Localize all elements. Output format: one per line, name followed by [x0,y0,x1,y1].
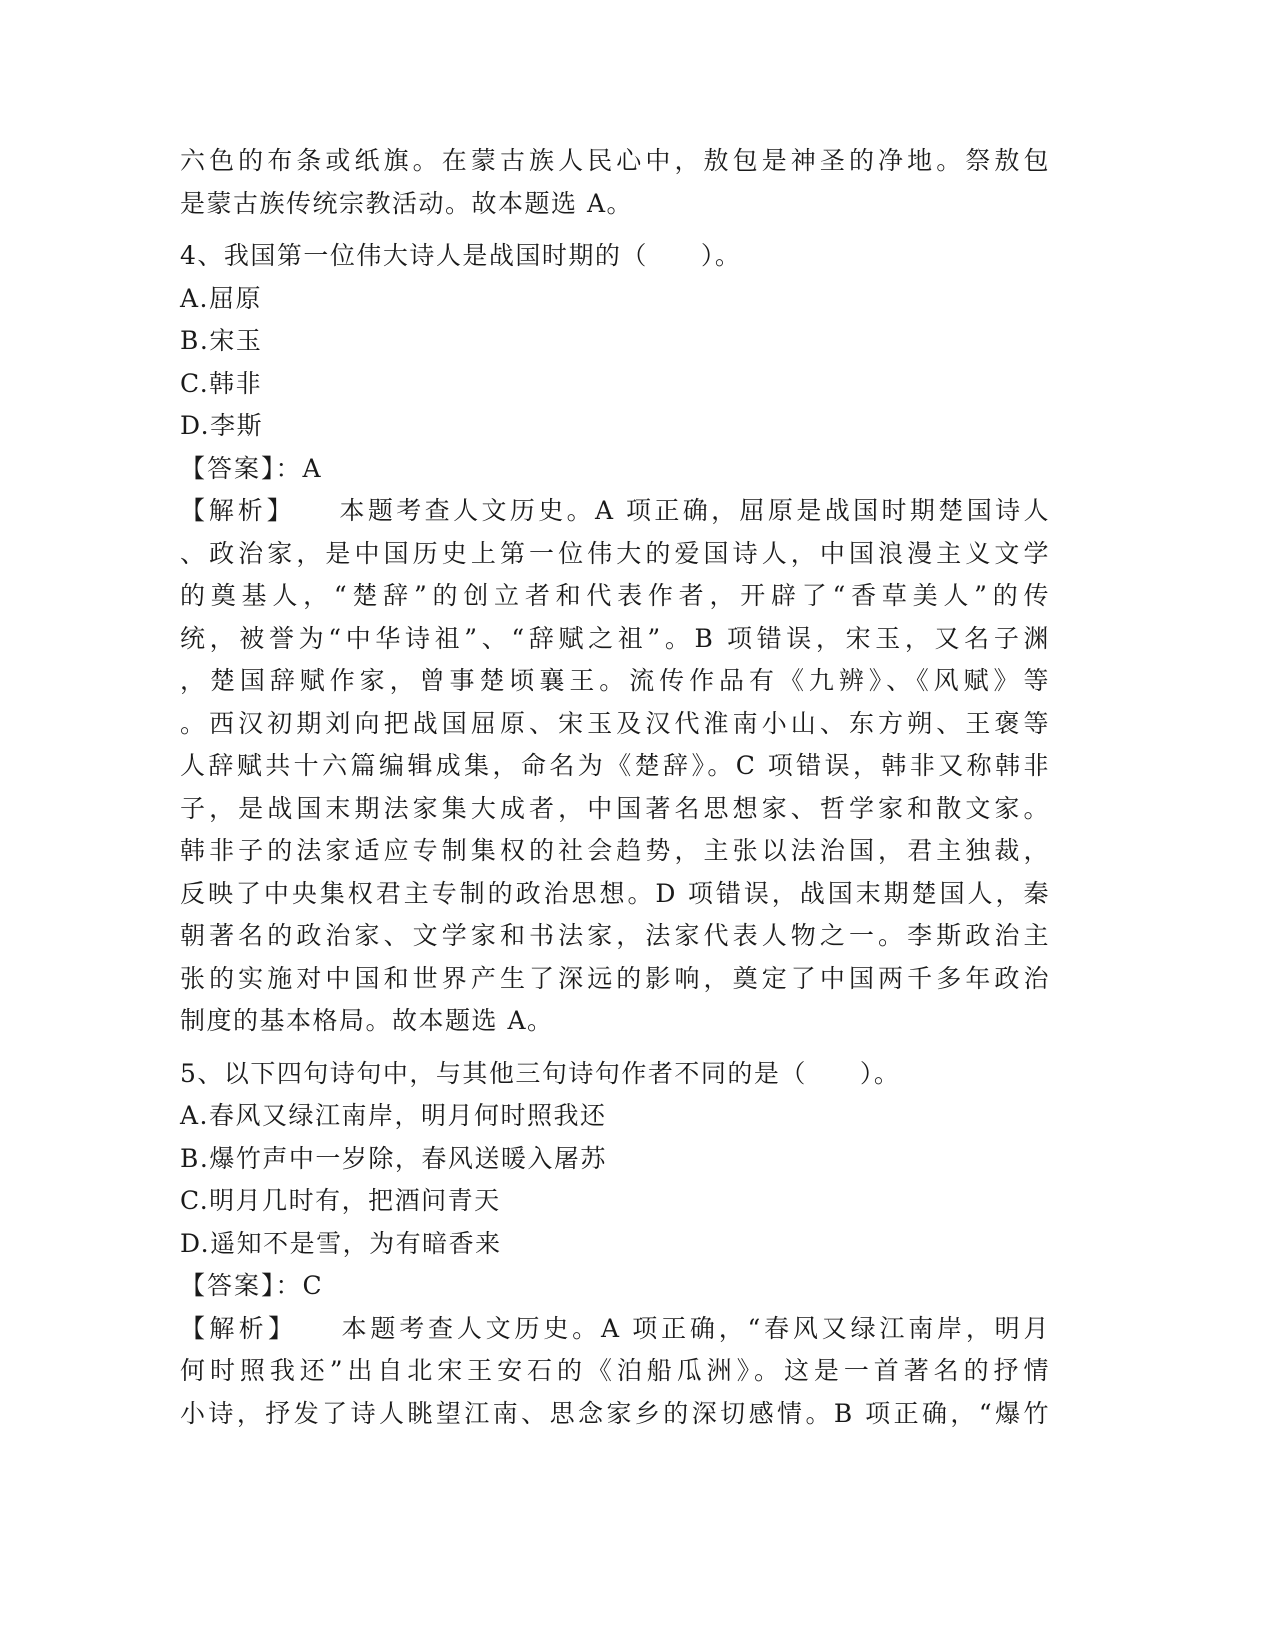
option-a: A.屈原 [180,283,263,313]
text-line: ，楚国辞赋作家，曾事楚顷襄王。流传作品有《九辨》、《风赋》等 [180,666,1050,695]
explanation-text: 本题考查人文历史。A 项正确，屈原是战国时期楚国诗人 [337,496,1050,525]
text-line: 子，是战国末期法家集大成者，中国著名思想家、哲学家和散文家。 [180,793,1050,823]
explanation-label: 【解析】 [180,496,296,525]
text-line: 统，被誉为“中华诗祖”、“辞赋之祖”。B 项错误，宋玉，又名子渊 [180,623,1050,653]
question-5-text: 5、以下四句诗句中，与其他三句诗句作者不同的是（ ）。 [180,1058,901,1088]
option-d: D.遥知不是雪，为有暗香来 [180,1228,502,1258]
text-line: 朝著名的政治家、文学家和书法家，法家代表人物之一。李斯政治主 [180,921,1050,950]
text-line: 是蒙古族传统宗教活动。故本题选 A。 [180,188,634,218]
explanation-first-line [180,490,1050,533]
answer-row [180,1265,1050,1308]
text-line: 小诗，抒发了诗人眺望江南、思念家乡的深切感情。B 项正确，“爆竹 [180,1398,1050,1428]
question-4-text: 4、我国第一位伟大诗人是战国时期的（ ）。 [180,241,742,270]
answer-label: 【答案】： [180,453,303,483]
text-line: 人辞赋共十六篇编辑成集，命名为《楚辞》。C 项错误，韩非又称韩非 [180,751,1050,780]
text-line: 六色的布条或纸旗。在蒙古族人民心中，敖包是神圣的净地。祭敖包 [180,146,1050,175]
text-line: 张的实施对中国和世界产生了深远的影响，奠定了中国两千多年政治 [180,963,1050,993]
text-line: 。西汉初期刘向把战国屈原、宋玉及汉代淮南小山、东方朔、王褒等 [180,708,1050,738]
explanation [180,1308,1050,1436]
option-a: A.春风又绿江南岸，明月何时照我还 [180,1101,607,1130]
text-line: 韩非子的法家适应专制集权的社会趋势，主张以法治国，君主独裁， [180,836,1050,865]
answer-label: 【答案】： [180,1271,303,1300]
option-c: C.韩非 [180,368,263,398]
text-line: 、政治家，是中国历史上第一位伟大的爱国诗人，中国浪漫主义文学 [180,538,1050,568]
option-b: B.宋玉 [180,326,263,355]
text-line: 何时照我还”出自北宋王安石的《泊船瓜洲》。这是一首著名的抒情 [180,1356,1050,1385]
option-b: B.爆竹声中一岁除，春风送暖入屠苏 [180,1143,607,1173]
document-page [180,140,1050,1435]
question-5 [180,1053,1050,1436]
explanation [180,490,1050,1043]
option-d: D.李斯 [180,411,264,440]
answer-row [180,448,1050,491]
previous-explanation-continuation [180,140,1050,225]
option-c: C.明月几时有，把酒问青天 [180,1186,501,1215]
explanation-first-line [180,1308,1050,1351]
text-line: 的奠基人，“楚辞”的创立者和代表作者，开辟了“香草美人”的传 [180,581,1050,610]
explanation-text: 本题考查人文历史。A 项正确，“春风又绿江南岸，明月 [339,1313,1050,1343]
text-line: 制度的基本格局。故本题选 A。 [180,1006,554,1035]
answer-value: C [302,1271,324,1300]
answer-value: A [302,453,323,483]
explanation-label: 【解析】 [180,1313,298,1343]
text-line: 反映了中央集权君主专制的政治思想。D 项错误，战国末期楚国人，秦 [180,878,1050,908]
question-4 [180,235,1050,1043]
